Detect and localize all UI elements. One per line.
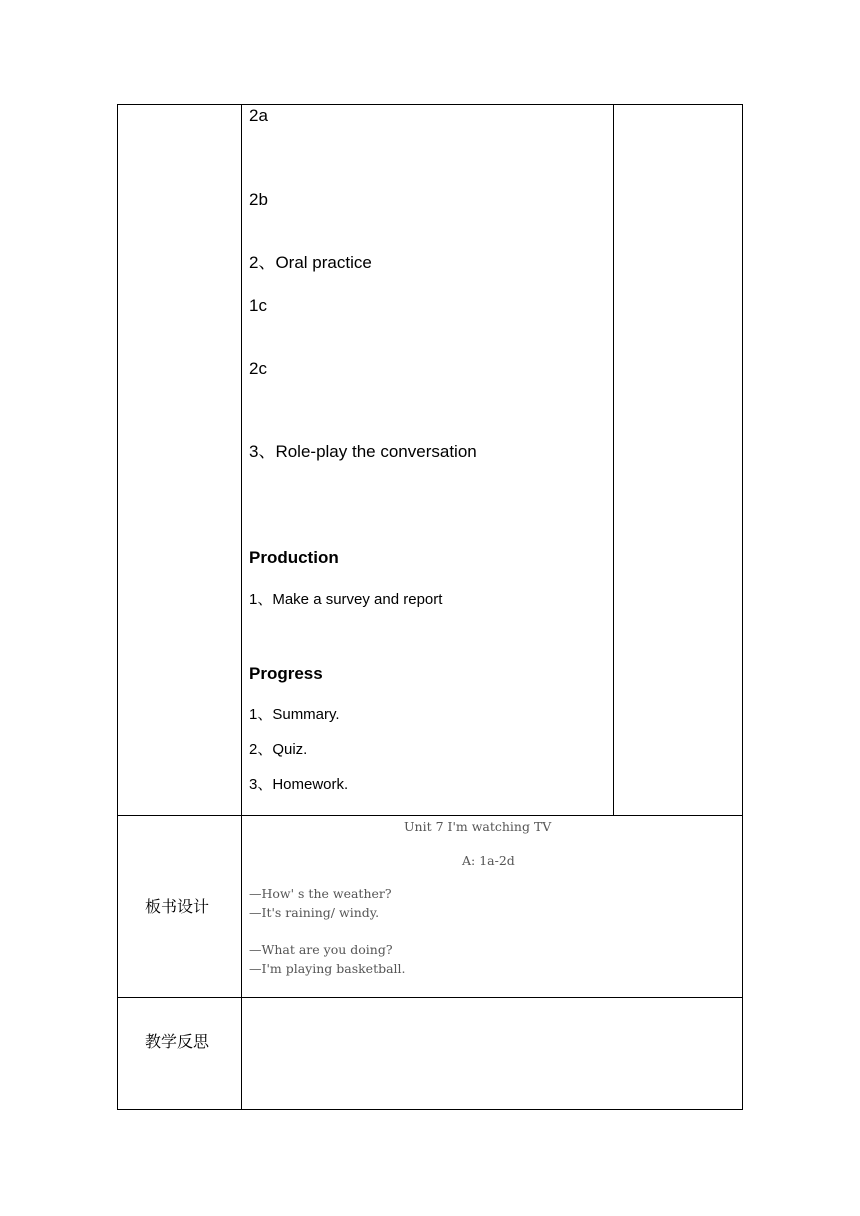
- production-heading: Production: [249, 548, 339, 567]
- label-column-divider: [241, 104, 242, 1110]
- board-design-subtitle: A: 1a-2d: [462, 853, 515, 868]
- notes-column-divider: [613, 104, 614, 816]
- step-survey: 1、Make a survey and report: [249, 591, 443, 608]
- board-design-title: Unit 7 I'm watching TV: [404, 819, 552, 834]
- table-bottom-border: [117, 1109, 743, 1110]
- step-role-play: 3、Role-play the conversation: [249, 442, 477, 461]
- step-2b: 2b: [249, 190, 268, 209]
- progress-heading: Progress: [249, 664, 323, 683]
- step-oral-practice: 2、Oral practice: [249, 253, 372, 272]
- board-design-label: 板书设计: [145, 897, 210, 916]
- step-quiz: 2、Quiz.: [249, 741, 308, 758]
- table-left-border: [117, 104, 118, 1110]
- table-top-border: [117, 104, 743, 105]
- step-homework: 3、Homework.: [249, 776, 349, 793]
- board-design-line-2: —It's raining/ windy.: [249, 905, 380, 920]
- step-1c: 1c: [249, 296, 267, 315]
- row-divider-2: [117, 997, 743, 998]
- step-summary: 1、Summary.: [249, 706, 340, 723]
- board-design-line-4: —I'm playing basketball.: [249, 961, 406, 976]
- board-design-line-3: —What are you doing?: [249, 942, 393, 957]
- step-2c: 2c: [249, 359, 267, 378]
- step-2a: 2a: [249, 106, 268, 125]
- row-divider-1: [117, 815, 743, 816]
- reflection-label: 教学反思: [145, 1032, 210, 1051]
- table-right-border: [742, 104, 743, 1110]
- board-design-line-1: —How' s the weather?: [249, 886, 392, 901]
